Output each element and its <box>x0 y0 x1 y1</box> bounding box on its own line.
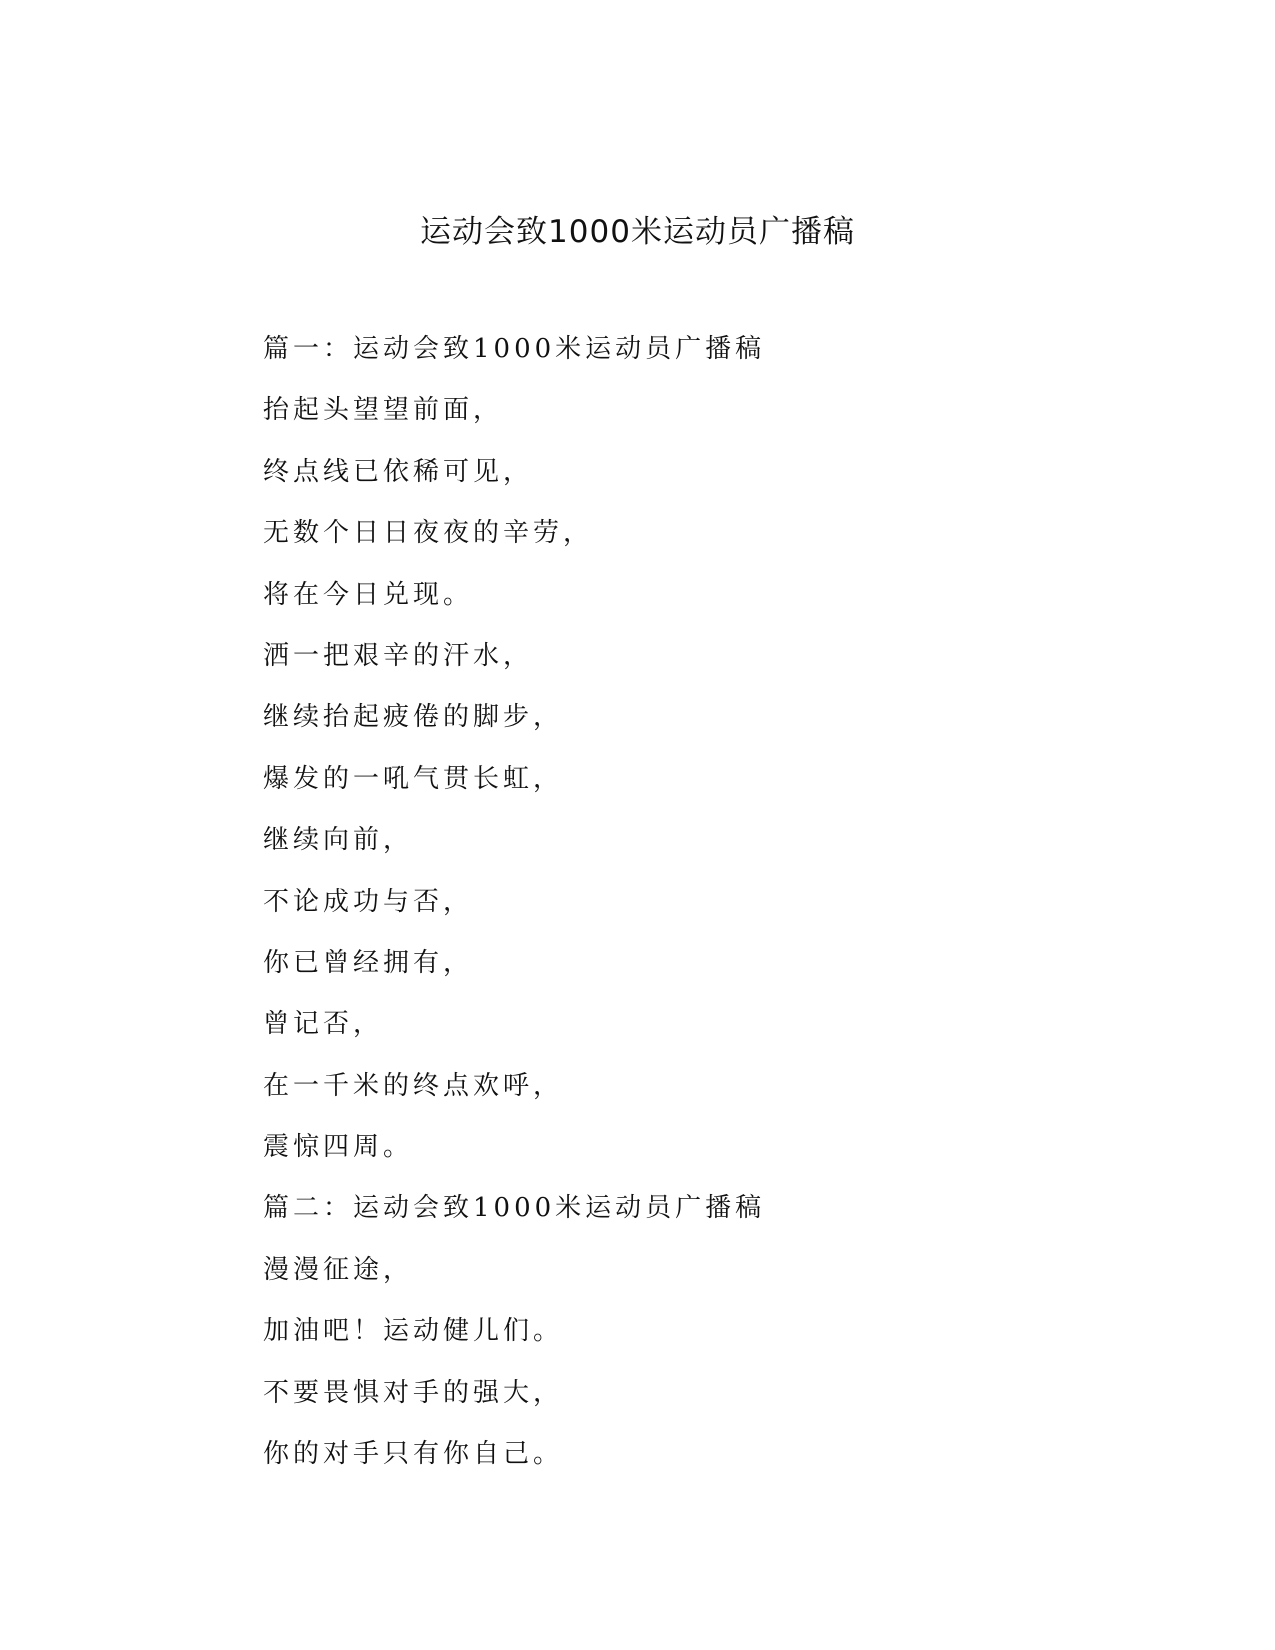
text-line-17: 加油吧！运动健儿们。 <box>263 1316 564 1347</box>
text-line-14: 震惊四周。 <box>263 1132 414 1163</box>
text-line-08: 爆发的一吼气贯长虹， <box>263 763 564 794</box>
text-line-02: 抬起头望望前面， <box>263 395 504 426</box>
text-line-12: 曾记否， <box>263 1009 384 1040</box>
text-line-10: 不论成功与否， <box>263 886 474 917</box>
document-title: 运动会致1000米运动员广播稿 <box>420 214 855 250</box>
text-line-01: 篇一：运动会致1000米运动员广播稿 <box>263 334 766 364</box>
text-line-05: 将在今日兑现。 <box>263 579 474 610</box>
text-line-03: 终点线已依稀可见， <box>263 456 534 487</box>
text-line-13: 在一千米的终点欢呼， <box>263 1070 564 1101</box>
text-line-16: 漫漫征途， <box>263 1254 414 1285</box>
text-line-04: 无数个日日夜夜的辛劳， <box>263 518 594 549</box>
text-line-15: 篇二：运动会致1000米运动员广播稿 <box>263 1193 766 1224</box>
text-line-09: 继续向前， <box>263 825 414 856</box>
text-line-11: 你已曾经拥有， <box>263 947 474 978</box>
text-line-07: 继续抬起疲倦的脚步， <box>263 702 564 733</box>
text-line-06: 洒一把艰辛的汗水， <box>263 640 534 671</box>
text-line-18: 不要畏惧对手的强大， <box>263 1377 564 1408</box>
text-line-19: 你的对手只有你自己。 <box>263 1439 564 1470</box>
document-body <box>263 327 1063 1493</box>
